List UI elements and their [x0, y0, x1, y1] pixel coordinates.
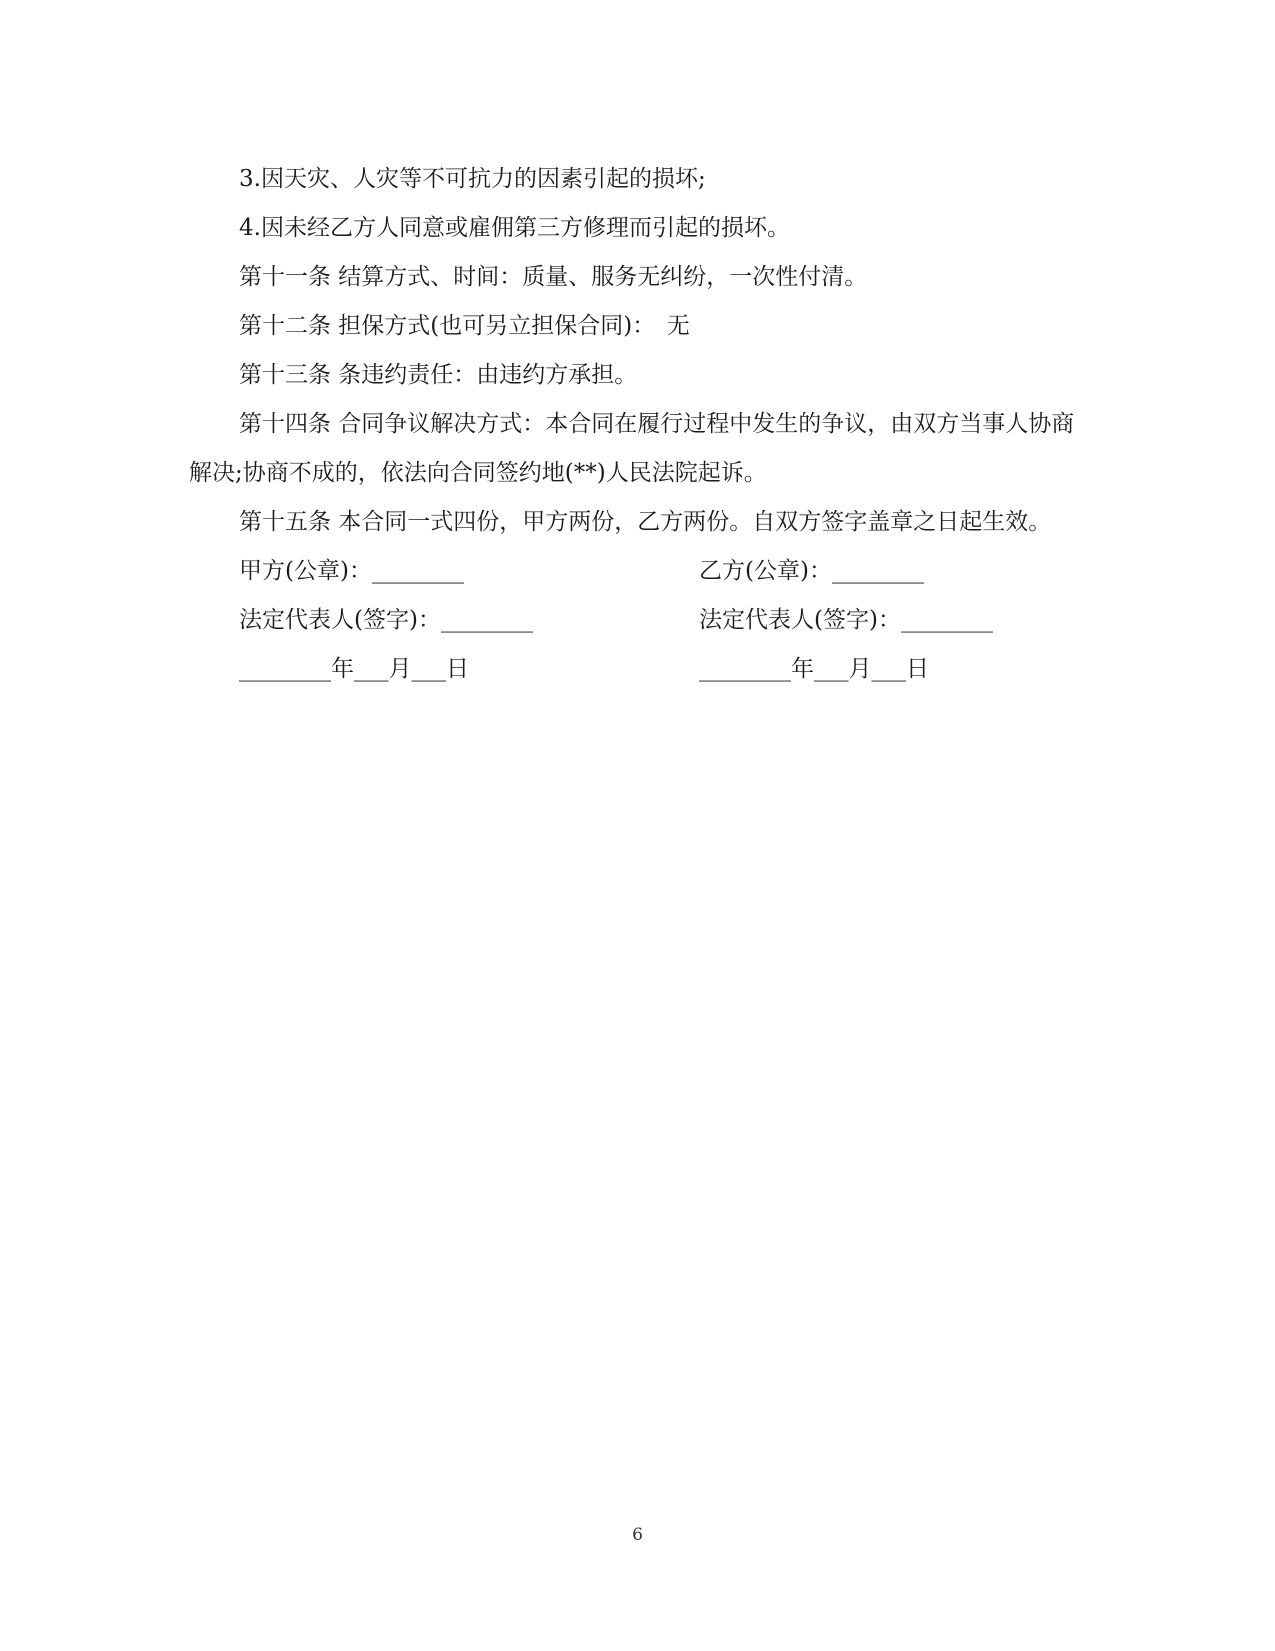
party-b-seal-field: 乙方(公章)：________	[699, 558, 924, 584]
signature-row-representative	[189, 596, 1079, 645]
signature-row-date	[189, 645, 1079, 694]
article-15-copies: 第十五条 本合同一式四份，甲方两份，乙方两份。自双方签字盖章之日起生效。	[239, 509, 1052, 535]
party-a-representative-field: 法定代表人(签字)：________	[239, 607, 533, 633]
party-a-seal-field: 甲方(公章)：________	[239, 558, 464, 584]
article-12-guarantee: 第十二条 担保方式(也可另立担保合同)： 无	[239, 313, 690, 339]
clause-item-4: 4.因未经乙方人同意或雇佣第三方修理而引起的损坏。	[239, 215, 790, 241]
article-13-liability: 第十三条 条违约责任：由违约方承担。	[239, 362, 638, 388]
party-b-date-field: ________年___月___日	[699, 656, 929, 682]
page-number: 6	[632, 1525, 643, 1545]
party-b-representative-field: 法定代表人(签字)：________	[699, 607, 993, 633]
document-body	[189, 155, 1079, 694]
party-a-date-field: ________年___月___日	[239, 656, 469, 682]
signature-row-seal	[189, 547, 1079, 596]
article-14-dispute: 第十四条 合同争议解决方式：本合同在履行过程中发生的争议，由双方当事人协商解决;协商不成的，依法向合同签约地(**)人民法院起诉。	[189, 411, 1075, 486]
article-11-settlement: 第十一条 结算方式、时间：质量、服务无纠纷，一次性付清。	[239, 264, 868, 290]
clause-item-3: 3.因天灾、人灾等不可抗力的因素引起的损坏;	[239, 166, 706, 192]
